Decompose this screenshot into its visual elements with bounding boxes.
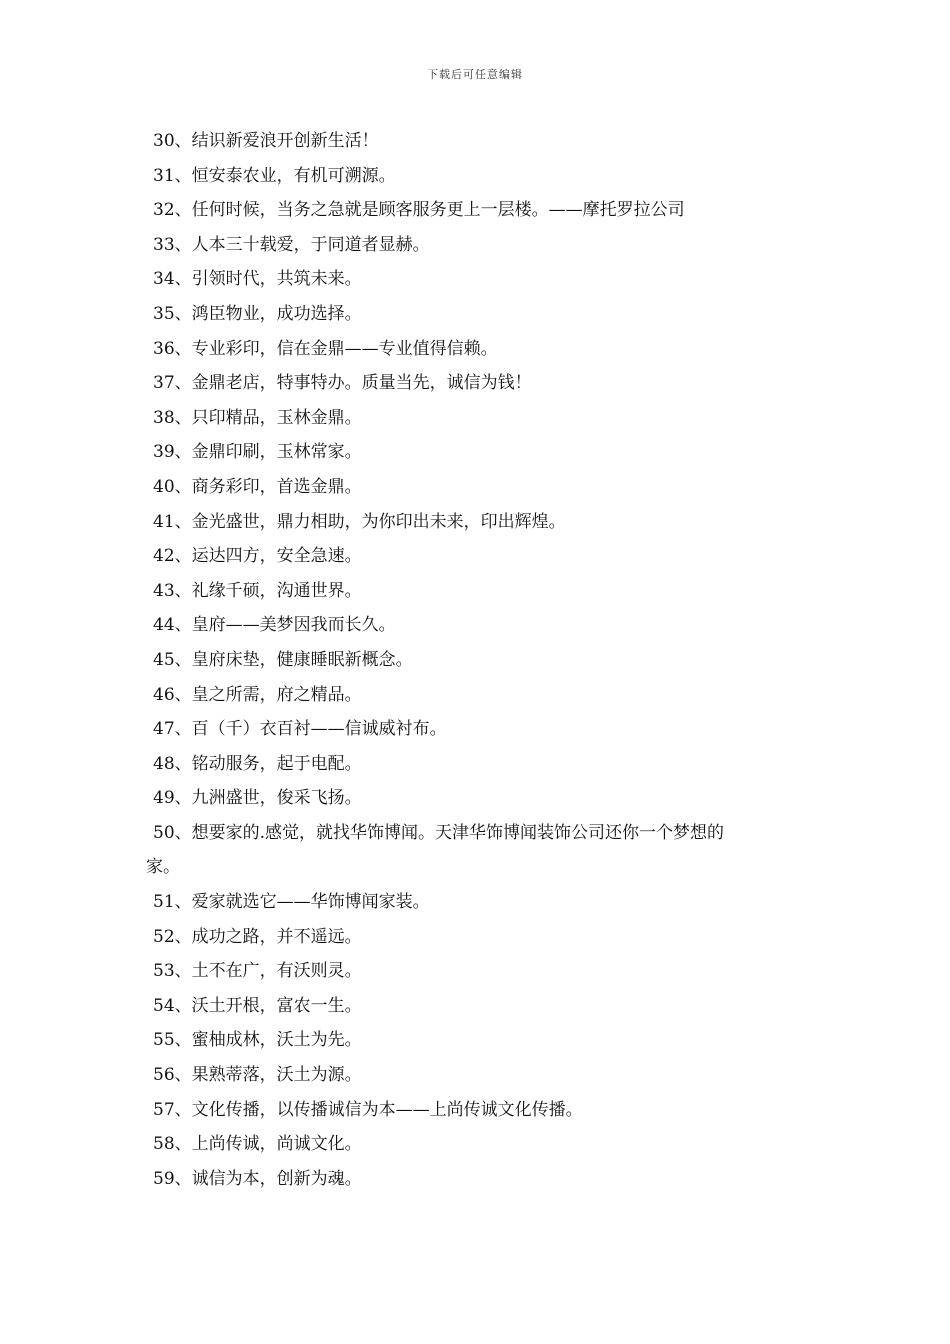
list-item: 36、专业彩印，信在金鼎——专业值得信赖。 (153, 338, 498, 359)
list-item: 46、皇之所需，府之精品。 (153, 684, 362, 705)
list-item: 55、蜜柚成林，沃土为先。 (153, 1030, 362, 1051)
list-item: 40、商务彩印，首选金鼎。 (153, 476, 362, 497)
list-item: 39、金鼎印刷，玉林常家。 (153, 442, 362, 463)
list-item: 50、想要家的.感觉，就找华饰博闻。天津华饰博闻装饰公司还你一个梦想的 (153, 822, 725, 843)
list-item: 38、只印精品，玉林金鼎。 (153, 407, 362, 428)
list-item: 32、任何时候，当务之急就是顾客服务更上一层楼。——摩托罗拉公司 (153, 200, 685, 221)
list-item: 57、文化传播，以传播诚信为本——上尚传诚文化传播。 (153, 1099, 583, 1120)
list-item: 54、沃土开根，富农一生。 (153, 995, 362, 1016)
list-item: 47、百（千）衣百衬——信诚威衬布。 (153, 719, 447, 740)
list-item: 49、九洲盛世，俊采飞扬。 (153, 788, 362, 809)
page-header: 下载后可任意编辑 (427, 68, 523, 81)
list-item: 33、人本三十载爱，于同道者显赫。 (153, 234, 430, 255)
list-item: 48、铭动服务，起于电配。 (153, 753, 362, 774)
list-item: 37、金鼎老店，特事特办。质量当先，诚信为钱！ (153, 373, 532, 394)
list-item: 53、土不在广，有沃则灵。 (153, 961, 362, 982)
list-item: 41、金光盛世，鼎力相助，为你印出未来，印出辉煌。 (153, 511, 566, 532)
list-item: 42、运达四方，安全急速。 (153, 546, 362, 567)
list-item: 58、上尚传诚，尚诚文化。 (153, 1134, 362, 1155)
list-item: 56、果熟蒂落，沃土为源。 (153, 1065, 362, 1086)
list-item: 52、成功之路，并不遥远。 (153, 926, 362, 947)
list-item: 59、诚信为本，创新为魂。 (153, 1168, 362, 1189)
list-item: 44、皇府——美梦因我而长久。 (153, 615, 396, 636)
list-item: 34、引领时代，共筑未来。 (153, 269, 362, 290)
list-item: 43、礼缘千硕，沟通世界。 (153, 580, 362, 601)
list-item: 51、爱家就选它——华饰博闻家装。 (153, 892, 430, 913)
list-item: 31、恒安泰农业，有机可溯源。 (153, 165, 396, 186)
list-item: 45、皇府床垫，健康睡眠新概念。 (153, 649, 413, 670)
list-item-continuation: 家。 (146, 857, 180, 878)
list-item: 30、结识新爱浪开创新生活！ (153, 131, 379, 151)
slogan-list (146, 124, 826, 1196)
list-item: 35、鸿臣物业，成功选择。 (153, 303, 362, 324)
